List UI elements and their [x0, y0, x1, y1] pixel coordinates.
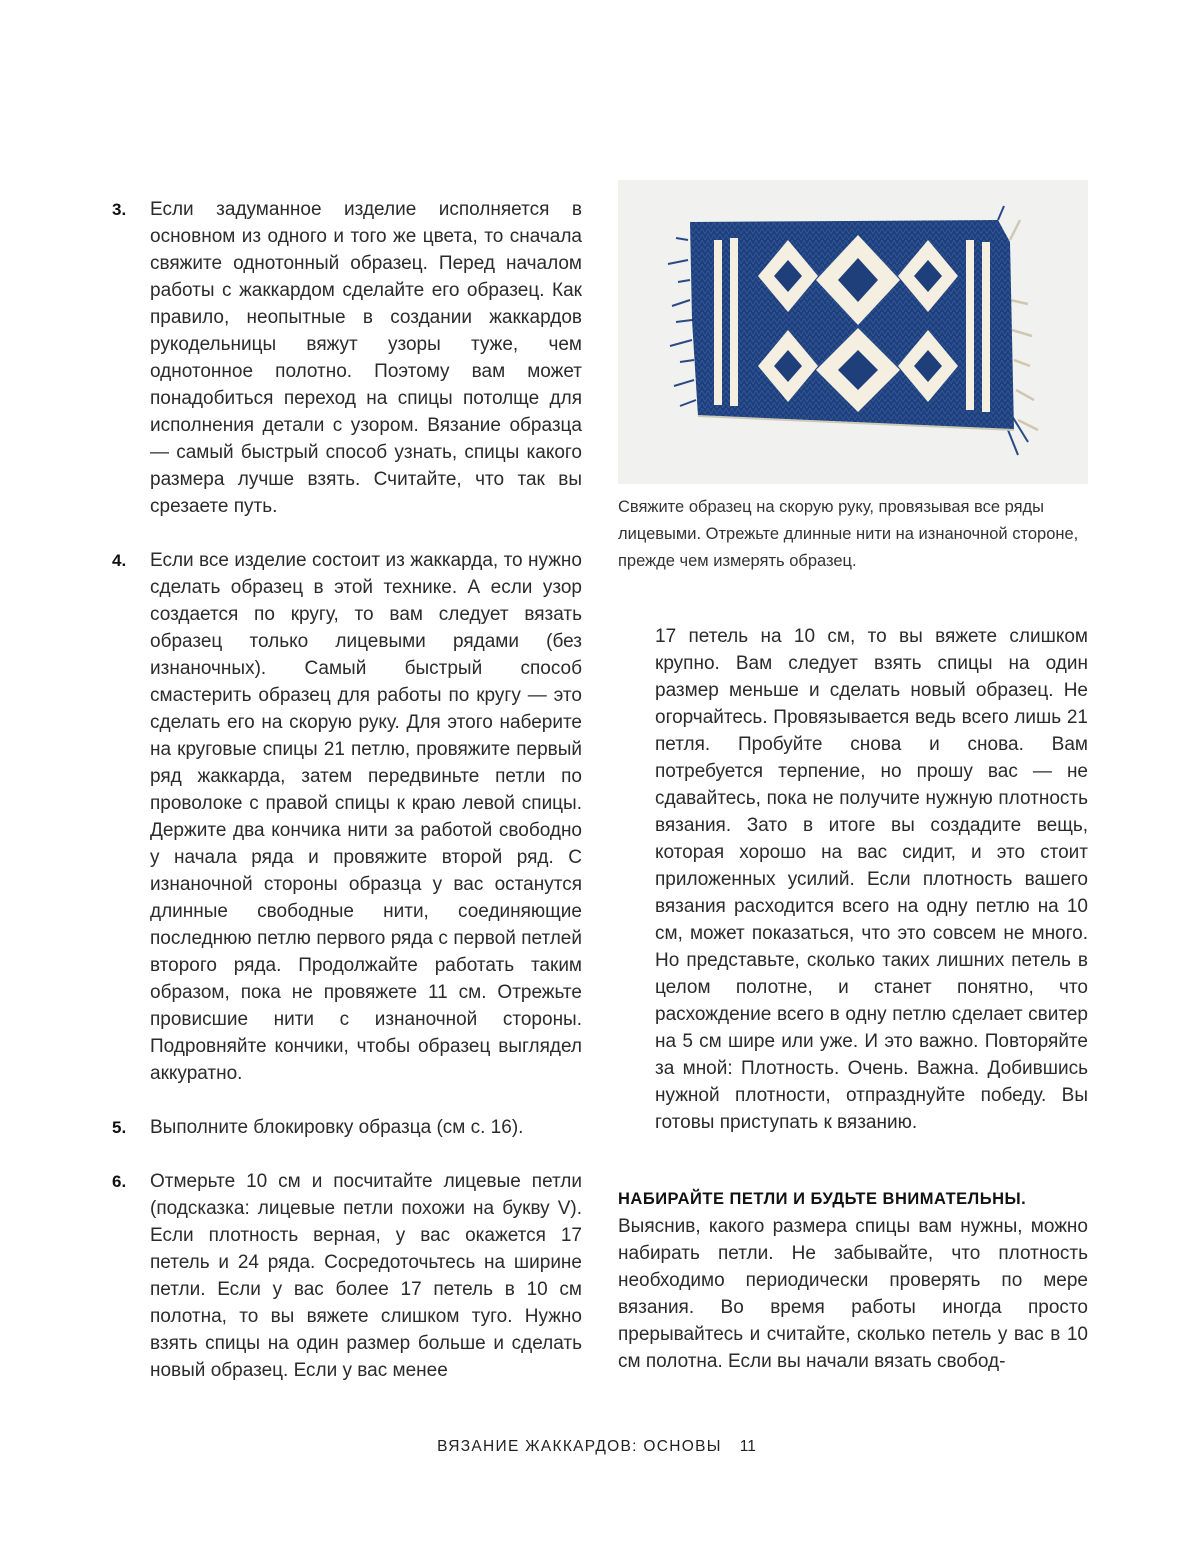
photo-caption: Свяжите образец на скорую руку, провязывая все ряды лицевыми. Отрежьте длинные нити на изнаночной стороне, прежде чем измерять образец.: [618, 498, 1079, 570]
knitted-swatch-photo: [618, 180, 1088, 484]
item-number: 5.: [112, 1118, 127, 1137]
running-title: ВЯЗАНИЕ ЖАККАРДОВ: ОСНОВЫ: [437, 1438, 722, 1455]
item-text: Выполните блокировку образца (см с. 16).: [150, 1117, 524, 1138]
list-item: [112, 1168, 582, 1384]
section-heading: НАБИРАЙТЕ ПЕТЛИ И БУДЬТЕ ВНИМАТЕЛЬНЫ.: [618, 1190, 1027, 1208]
fair-isle-swatch-illustration: [618, 180, 1088, 484]
item-number: 6.: [112, 1172, 127, 1191]
list-item: [112, 1114, 582, 1141]
item-text: Отмерьте 10 см и посчитайте лицевые петли (подсказка: лицевые петли похожи на букву V). Если плотность верная, у вас окажется 17 петель и 24 ряда. Сосредоточьтесь на ширине петли. Если у вас более 17 петель в 10 см полотна, то вы вяжете слишком туго. Нужно взять спицы на один размер больше и сделать новый образец. Если у вас менее: [150, 1171, 582, 1381]
left-column: [112, 196, 582, 1411]
page-number: 11: [739, 1438, 756, 1455]
item-text: Если задуманное изделие исполняется в основном из одного и того же цвета, то сначала свяжите однотонный образец. Перед началом работы с жаккардом сделайте его образец. Как правило, неопытные в создании жаккардов рукодельницы вяжут узоры туже, чем однотонное полотно. Поэтому вам может понадобиться переход на спицы потолще для исполнения детали с узором. Вязание образца — самый быстрый способ узнать, спицы какого размера лучше взять. Считайте, что так вы срезаете путь.: [150, 199, 582, 517]
item-6-continuation: 17 петель на 10 см, то вы вяжете слишком крупно. Вам следует взять спицы на один размер меньше и сделать новый образец. Не огорчайтесь. Провязывается ведь всего лишь 21 петля. Пробуйте снова и снова. Вам потребуется терпение, но прошу вас — не сдавайтесь, пока не получите нужную плотность вязания. Зато в итоге вы создадите вещь, которая хорошо на вас сидит, и это стоит приложенных усилий. Если плотность вашего вязания расходится всего на одну петлю на 10 см, может показаться, что это совсем не много. Но представьте, сколько таких лишних петель в целом полотне, и станет понятно, что расхождение всего в одну петлю сделает свитер на 5 см шире или уже. И это важно. Повторяйте за мной: Плотность. Очень. Важна. Добившись нужной плотности, отпразднуйте победу. Вы готовы приступать к вязанию.: [655, 626, 1088, 1133]
right-column: [618, 180, 1088, 1375]
item-text: Если все изделие состоит из жаккарда, то нужно сделать образец в этой технике. А если узор создается по кругу, то вам следует вязать образец только лицевыми рядами (без изнаночных). Самый быстрый способ смастерить образец для работы по кругу — это сделать его на скорую руку. Для этого наберите на круговые спицы 21 петлю, провяжите первый ряд жаккарда, затем передвиньте петли по проволоке с правой спицы к краю левой спицы. Держите два кончика нити за работой свободно у начала ряда и провяжите второй ряд. С изнаночной стороны образца у вас останутся длинные свободные нити, соединяющие последнюю петлю первого ряда с первой петлей второго ряда. Продолжайте работать таким образом, пока не провяжете 11 см. Отрежьте провисшие нити с изнаночной стороны. Подровняйте кончики, чтобы образец выглядел аккуратно.: [150, 550, 582, 1084]
section-text: Выяснив, какого размера спицы вам нужны, можно набирать петли. Не забывайте, что плотность необходимо периодически проверять по мере вязания. Во время работы иногда просто прерывайтесь и считайте, сколько петель у вас в 10 см полотна. Если вы начали вязать свобод-: [618, 1216, 1088, 1372]
list-item: [112, 547, 582, 1087]
item-number: 4.: [112, 551, 127, 570]
list-item: [112, 196, 582, 520]
page-footer: [0, 1438, 1193, 1456]
item-number: 3.: [112, 200, 127, 219]
